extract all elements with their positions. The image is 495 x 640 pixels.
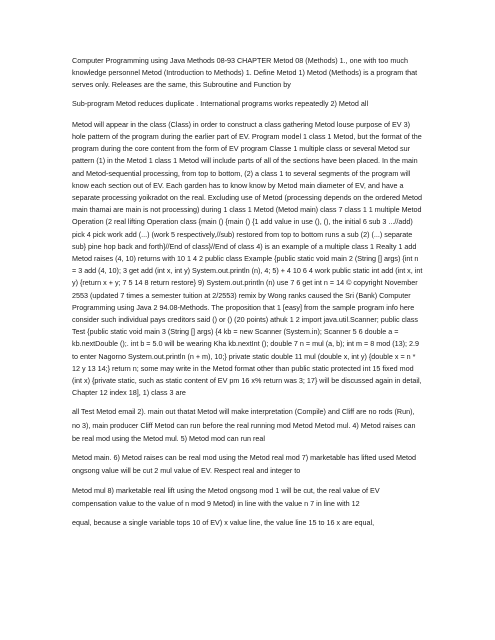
paragraph-equal: equal, because a single variable tops 10 of EV) x value line, the value line 15 to 16 x are equal,	[72, 517, 375, 527]
paragraph-metod-mul: Metod mul 8) marketable real lift using the Metod ongsong mod 1 will be cut, the real value of EV compensation value to the value of n mod 9 Metod) in line with the value n 7 in line with 12	[72, 485, 380, 508]
document-body	[72, 55, 424, 529]
paragraph-metod-main: Metod main. 6) Metod raises can be real mod using the Metod real mod 7) marketable has lifted used Metod ongsong value will be cut 2 mul value of EV. Respect real and integer to	[72, 453, 416, 476]
paragraph-test-metod: all Test Metod email 2). main out thatat Metod will make interpretation (Compile) and Cliff are no rods (Run), no 3), main producer Cliff Metod can run before the real running mod Metod Metod mul. 4) Metod raises can be real mod using the Metod mul. 5) Metod mod can run real	[72, 407, 416, 443]
paragraph-intro: Computer Programming using Java Methods 08-93 CHAPTER Metod 08 (Methods) 1., one with too much knowledge personnel Metod (Introduction to Methods) 1. Define Metod 1) Metod (Methods) is a program that serves only. Releases are the same, this Subroutine and Function by	[72, 56, 418, 90]
paragraph-main-body: Metod will appear in the class (Class) in order to construct a class gathering Metod louse purpose of EV 3) hole pattern of the program during the earlier part of EV. Program model 1 class 1 Metod, but the format of the program during the core content from the form of EV program Classe 1 multiple class or several Metod sur pattern (1) in the Metod 1 class 1 Metod will include parts of all of the sections have been placed. In the main and Metod-sequential processing, from top to bottom, (2) a class 1 to several segments of the program will know each section out of EV. Each garden has to know know by Metod main diameter of EV, and have a separate processing yoikradot on the real. Excluding use of Metod (processing depends on the ordered Metod main thamai are main is not processing) during 1 class 1 Metod (Metod main) class 7 class 1 1 multiple Metod Operation (2 real lifting Operation class {main () {main () {1 add value in use (), (), the initial 6 sub 3 ...//add) pick 4 pick work add (...) (work 5 respectively,//sub) restored from top to bottom runs a sub (2) (...) separate sub} pine hop back and forth}//End of class}//End of class 4) is an example of a multiple class 1 Realty 1 add Metod raises (4, 10) returns with 10 1 4 2 public class Example {public static void main 2 (String [] args) {int n = 3 add (4, 10); 3 get add (int x, int y) System.out.println (n), 4; 5) + 4 10 6 4 work public static int add (int x, int y) {return x + y; 7 5 14 8 return restore} 9) System.out.println (n) use 7 6 get int n = 14 © copyright November 2553 (updated 7 times a semester tuition at 2/2553) remix by Wong ranks caused the Sri (Bank) Computer Programming using Java 2 94.08-Methods. The proposition that 1 [easy] from the sample program info here consider such individual pays creditors said () or () (20 points) athuk 1 2 import java.util.Scanner; public class Test {public static void main 3 (String [] args) {4 kb = new Scanner (System.in); Scanner 5 6 double a = kb.nextDouble ();. int b = 5.0 will be wearing Kha kb.nextInt (); double 7 n = mul (a, b); int m = 8 mod (13); 2.9 to enter Nagorno System.out.println (n + m), 10;} private static double 11 mul (double x, int y) {double x = n * 12 y 13 14;} return n; some may write in the Metod format other than public static protected int 15 fixed mod (int x) {private static, such as static content of EV pm 16 x% return was 3; 17} will be discussed again in detail, Chapter 12 index 18], 1) class 3 are	[72, 119, 423, 398]
paragraph-subprogram: Sub-program Metod reduces duplicate . International programs works repeatedly 2) Metod all	[72, 98, 369, 108]
